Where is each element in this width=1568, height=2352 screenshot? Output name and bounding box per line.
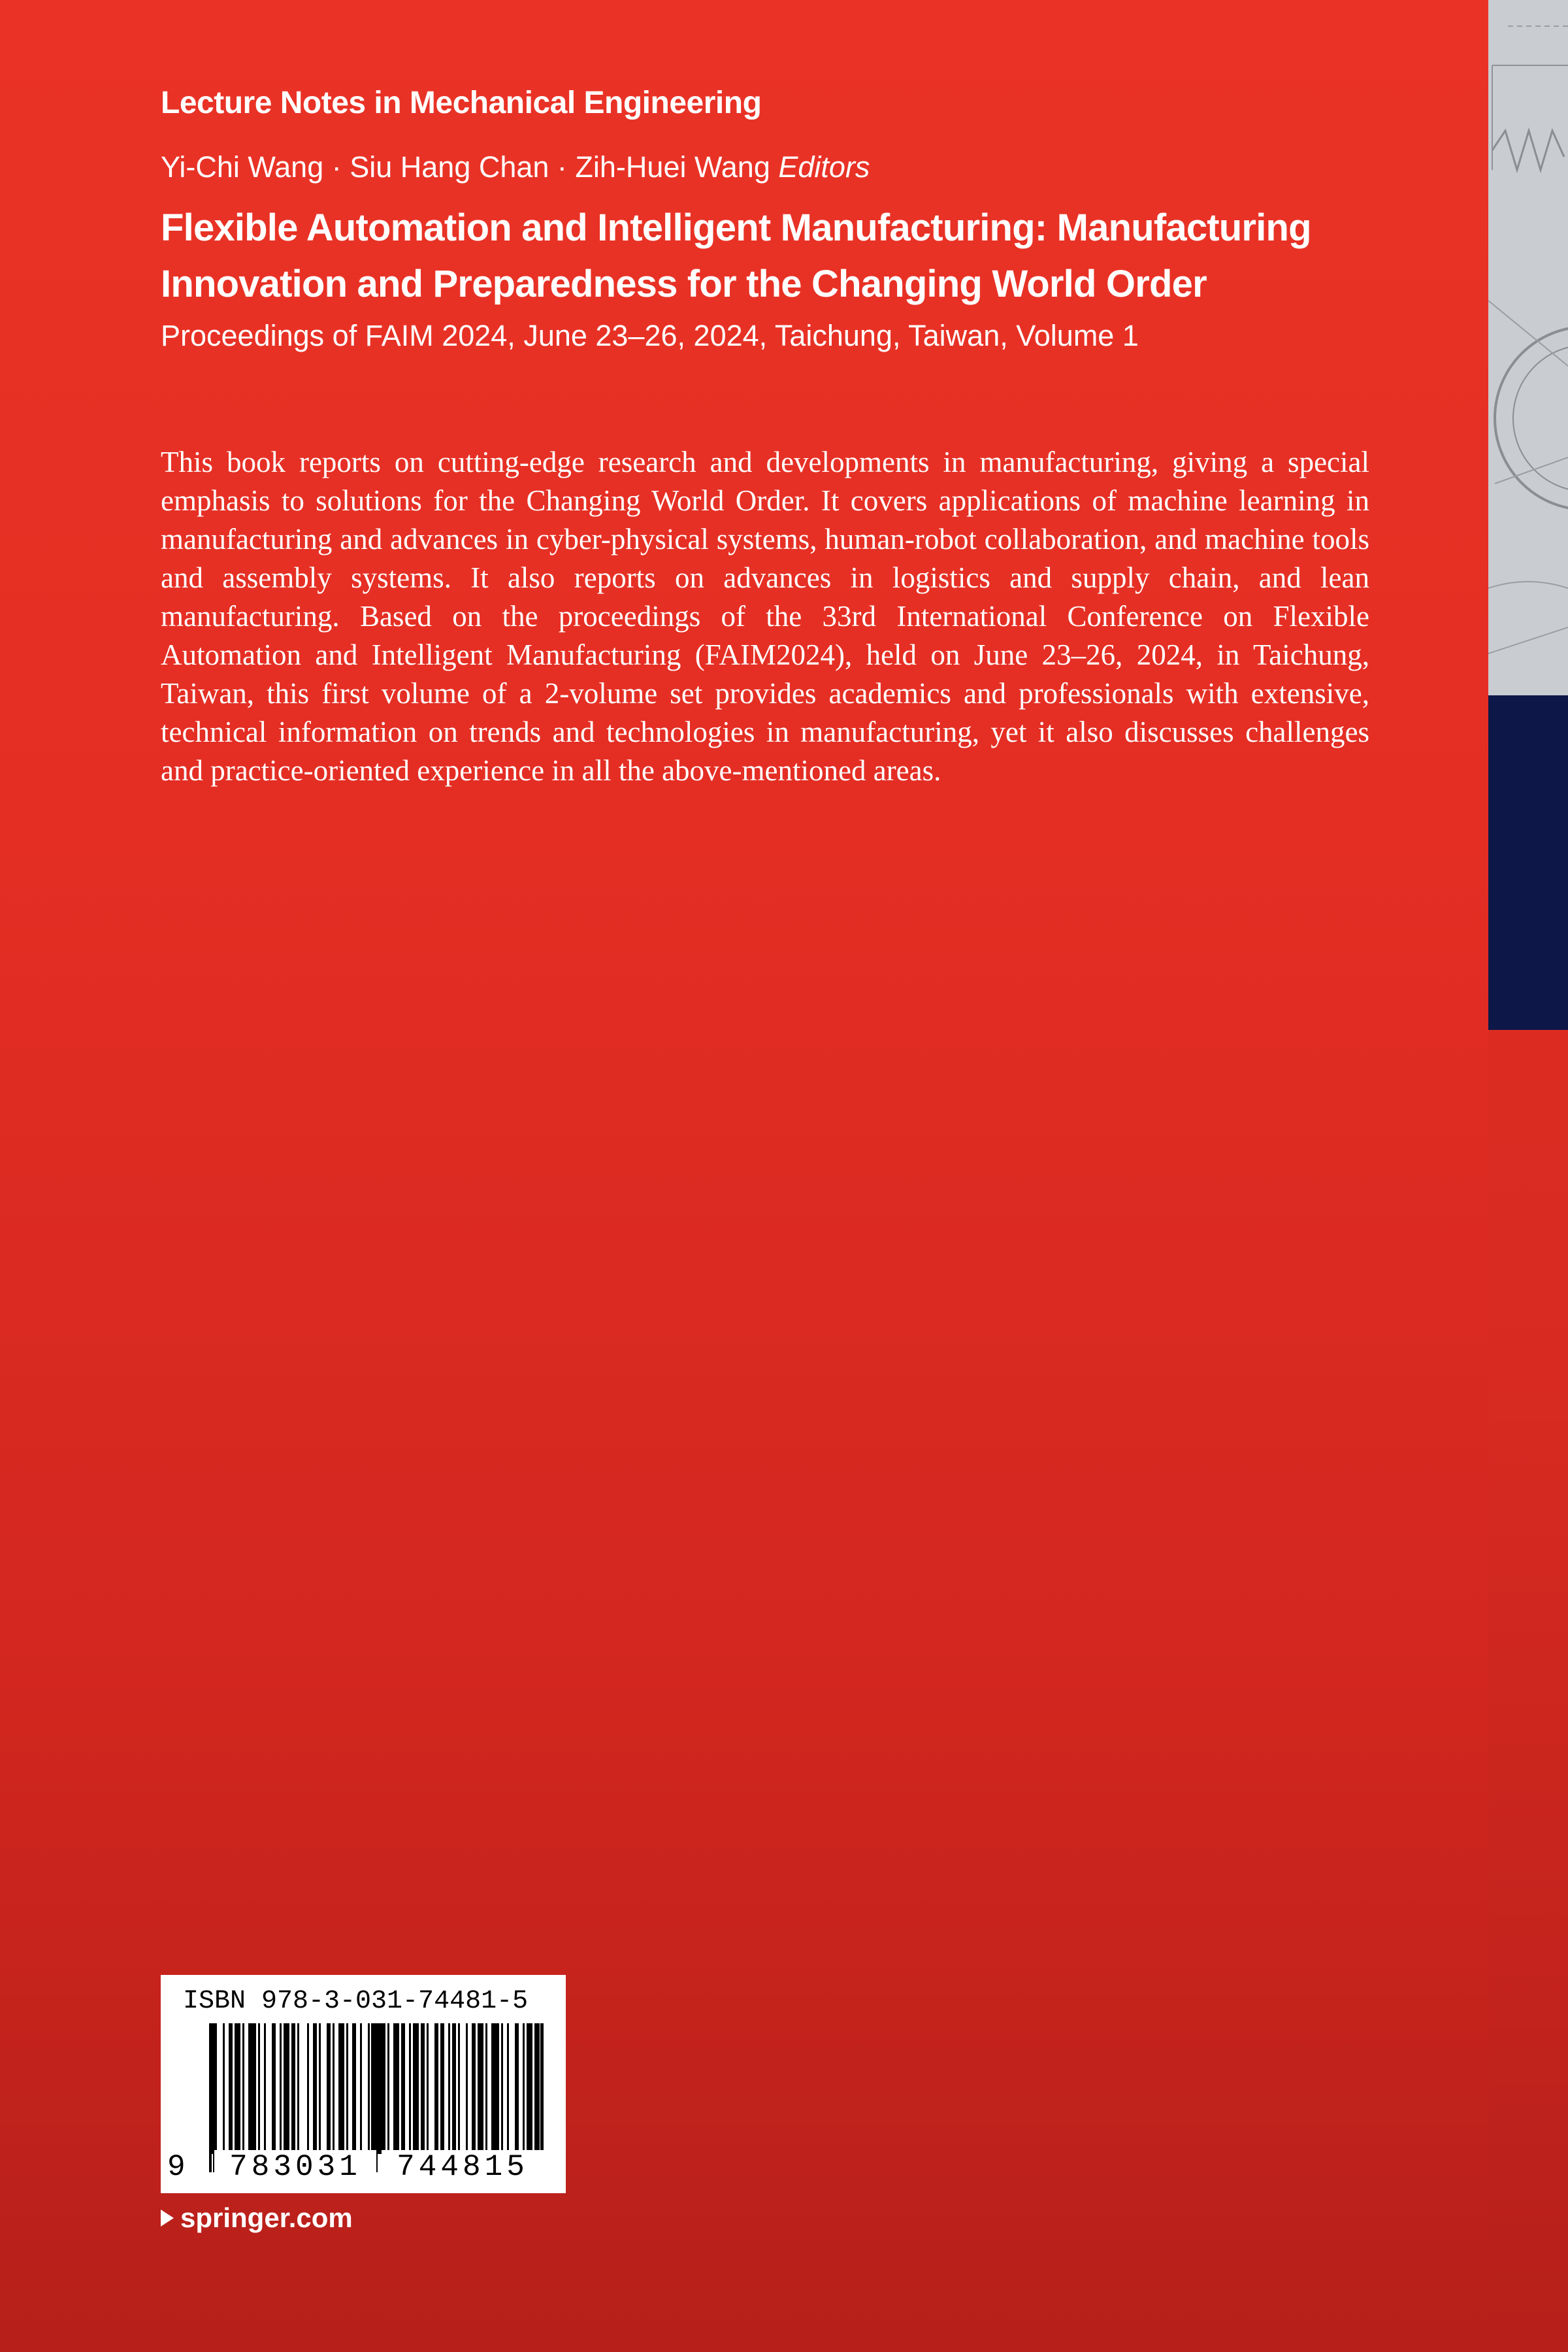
barcode-bar	[229, 2023, 233, 2154]
editors-line	[161, 150, 870, 184]
triangle-right-icon	[161, 2210, 174, 2227]
barcode-bar	[458, 2023, 460, 2154]
barcode-bar	[523, 2023, 525, 2154]
barcode-bar	[319, 2023, 321, 2154]
barcode-bar	[223, 2023, 225, 2154]
barcode-bar	[485, 2023, 487, 2154]
barcode-first-digit: 9	[167, 2150, 186, 2184]
proceedings-subtitle: Proceedings of FAIM 2024, June 23–26, 2024, Taichung, Taiwan, Volume 1	[161, 319, 1139, 352]
series-name: Lecture Notes in Mechanical Engineering	[161, 86, 762, 120]
barcode-bar	[448, 2023, 450, 2154]
barcode-bar	[248, 2023, 256, 2154]
barcode-bar	[501, 2023, 503, 2154]
barcode-bar	[421, 2023, 425, 2154]
barcode-bar	[242, 2023, 244, 2154]
barcode-bar	[235, 2023, 240, 2154]
barcode-bar	[387, 2023, 389, 2154]
barcode-bar	[401, 2023, 405, 2154]
front-cover-edge-artwork	[1488, 0, 1568, 695]
barcode-bar	[327, 2023, 331, 2154]
barcode-bar	[452, 2023, 456, 2154]
technical-drawing-image	[1488, 0, 1568, 695]
barcode-bar	[297, 2023, 299, 2154]
barcode-bar	[284, 2023, 289, 2154]
barcode-bar	[280, 2023, 282, 2154]
barcode-bar	[413, 2023, 419, 2154]
barcode-bar	[434, 2023, 438, 2154]
editors-role: Editors	[778, 150, 870, 184]
barcode-bar	[472, 2023, 476, 2154]
isbn-barcode	[161, 1975, 566, 2193]
barcode-bar	[409, 2023, 411, 2154]
barcode-bar	[264, 2023, 266, 2154]
barcode-bar	[427, 2023, 429, 2154]
barcode-bar	[507, 2023, 509, 2154]
barcode-bar	[540, 2023, 541, 2154]
barcode-bar	[333, 2023, 335, 2154]
barcode-bar	[527, 2023, 532, 2154]
barcode-bar	[515, 2023, 519, 2154]
barcode-bar	[291, 2023, 295, 2154]
isbn-label: ISBN 978-3-031-74481-5	[183, 1987, 529, 2016]
barcode-bar	[272, 2023, 276, 2154]
barcode-bar	[440, 2023, 444, 2154]
barcode-bar	[307, 2023, 309, 2154]
spine-navy-band	[1488, 695, 1568, 1030]
barcode-bar	[393, 2023, 399, 2154]
barcode-bar	[360, 2023, 362, 2154]
publisher-website-label: springer.com	[180, 2202, 353, 2233]
barcode-bar	[378, 2023, 385, 2154]
barcode-bar	[478, 2023, 483, 2154]
barcode-bar	[466, 2023, 468, 2154]
barcode-bar	[368, 2023, 370, 2154]
editor-names: Yi-Chi Wang · Siu Hang Chan · Zih-Huei Wang	[161, 150, 770, 184]
barcode-bar	[338, 2023, 344, 2154]
barcode-bar	[346, 2023, 348, 2154]
barcode-left-digits: 783031	[214, 2150, 376, 2184]
book-description: This book reports on cutting-edge research and developments in manufacturing, giving a special emphasis to solutions for the Changing World Order. It covers applications of machine learning in manufacturing and advances in cyber-physical systems, human-robot collaboration, and machine tools and assembly systems. It also reports on advances in logistics and supply chain, and lean manufacturing. Based on the proceedings of the 33rd International Conference on Flexible Automation and Intelligent Manufacturing (FAIM2024), held on June 23–26, 2024, in Taichung, Taiwan, this first volume of a 2-volume set provides academics and professionals with extensive, technical information on trends and technologies in manufacturing, yet it also discusses challenges and practice-oriented experience in all the above-mentioned areas.	[161, 446, 1369, 787]
barcode-bar	[313, 2023, 317, 2154]
publisher-website[interactable]	[161, 2202, 353, 2234]
book-title: Flexible Automation and Intelligent Manufacturing: Manufacturing Innovation and Preparedness for the Changing World Order	[161, 207, 1311, 305]
barcode-bar	[352, 2023, 356, 2154]
barcode-digits	[166, 2150, 558, 2187]
barcode-bar	[491, 2023, 499, 2154]
barcode-bar	[258, 2023, 260, 2154]
barcode-right-digits: 744815	[382, 2150, 544, 2184]
